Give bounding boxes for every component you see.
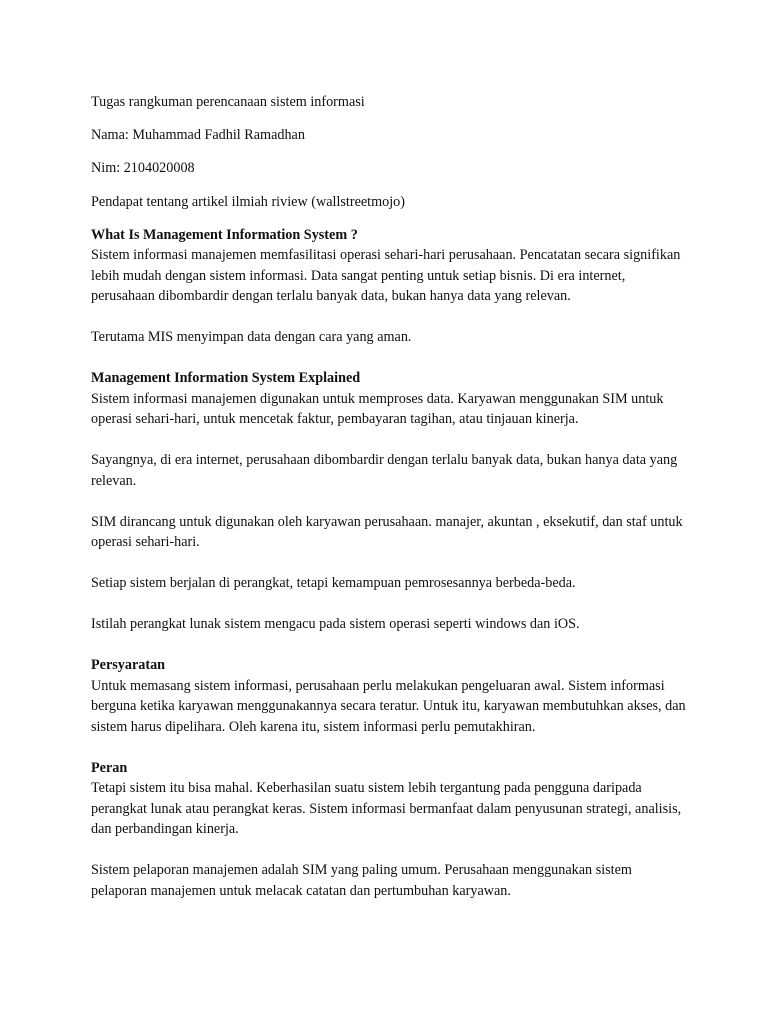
document-body bbox=[91, 92, 691, 901]
paragraph: Sistem informasi manajemen digunakan untuk memproses data. Karyawan menggunakan SIM untuk operasi sehari-hari, untuk mencetak faktur, pembayaran tagihan, atau tinjauan kinerja. bbox=[91, 390, 664, 428]
heading-what-is-mis: What Is Management Information System ? bbox=[91, 226, 358, 243]
paragraph: Terutama MIS menyimpan data dengan cara yang aman. bbox=[91, 329, 412, 346]
student-name: Nama: Muhammad Fadhil Ramadhan bbox=[91, 127, 305, 144]
student-nim: Nim: 2104020008 bbox=[91, 160, 195, 177]
heading-peran: Peran bbox=[91, 759, 128, 776]
paragraph: Istilah perangkat lunak sistem mengacu pada sistem operasi seperti windows dan iOS. bbox=[91, 616, 580, 633]
paragraph: Setiap sistem berjalan di perangkat, tetapi kemampuan pemrosesannya berbeda-beda. bbox=[91, 575, 576, 592]
paragraph: SIM dirancang untuk digunakan oleh karyawan perusahaan. manajer, akuntan , eksekutif, dan staf untuk operasi sehari-hari. bbox=[91, 513, 683, 551]
paragraph: Sistem informasi manajemen memfasilitasi operasi sehari-hari perusahaan. Pencatatan secara signifikan lebih mudah dengan sistem informasi. Data sangat penting untuk setiap bisnis. Di era internet, perusahaan dibombardir dengan terlalu banyak data, bukan hanya data yang relevan. bbox=[91, 247, 681, 305]
paragraph: Sayangnya, di era internet, perusahaan dibombardir dengan terlalu banyak data, bukan hanya data yang relevan. bbox=[91, 452, 678, 489]
paragraph: Tetapi sistem itu bisa mahal. Keberhasilan suatu sistem lebih tergantung pada pengguna daripada perangkat lunak atau perangkat keras. Sistem informasi bermanfaat dalam penyusunan strategi, analisis, dan perbandingan kinerja. bbox=[91, 780, 682, 838]
paragraph: Untuk memasang sistem informasi, perusahaan perlu melakukan pengeluaran awal. Sistem informasi berguna ketika karyawan menggunakannya secara teratur. Untuk itu, karyawan membutuhkan akses, dan sistem harus dipelihara. Oleh karena itu, sistem informasi perlu pemutakhiran. bbox=[91, 677, 686, 735]
heading-persyaratan: Persyaratan bbox=[91, 657, 166, 674]
heading-mis-explained: Management Information System Explained bbox=[91, 370, 361, 387]
article-opinion-line: Pendapat tentang artikel ilmiah riview (wallstreetmojo) bbox=[91, 193, 405, 210]
assignment-title: Tugas rangkuman perencanaan sistem informasi bbox=[91, 94, 365, 110]
paragraph: Sistem pelaporan manajemen adalah SIM yang paling umum. Perusahaan menggunakan sistem pelaporan manajemen untuk melacak catatan dan pertumbuhan karyawan. bbox=[91, 862, 632, 899]
